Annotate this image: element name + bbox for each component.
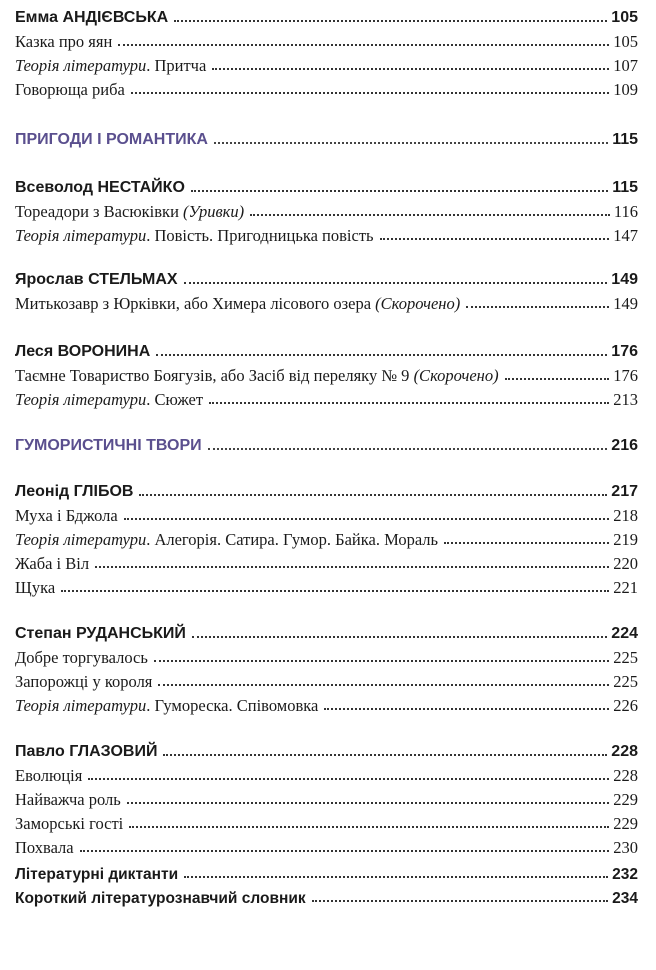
entry-text: Жаба і Віл	[15, 553, 90, 573]
dot-leader	[505, 377, 610, 380]
dot-leader	[88, 777, 609, 780]
entry-text: ПРИГОДИ І РОМАНТИКА	[15, 131, 208, 148]
toc-entry-title	[15, 891, 306, 907]
dot-leader	[174, 19, 607, 22]
toc-entry-title	[15, 344, 150, 360]
toc-work-row	[15, 760, 638, 784]
dot-leader	[158, 683, 609, 686]
dot-leader	[209, 401, 609, 404]
entry-note: (Скорочено)	[413, 365, 499, 385]
toc-section-row	[15, 124, 638, 148]
page-number: 234	[612, 889, 638, 907]
toc-entry-title	[15, 647, 148, 667]
toc-entry-title	[15, 695, 319, 715]
toc-entry-title	[15, 484, 133, 500]
toc-entry-title	[15, 55, 207, 75]
toc-entry-title	[15, 389, 204, 409]
toc-entry-title	[15, 272, 178, 288]
toc-author-row	[15, 2, 638, 26]
toc-entry-title	[15, 744, 157, 760]
toc-author-row	[15, 736, 638, 760]
dot-leader	[124, 517, 610, 520]
entry-text: Літературні диктанти	[15, 865, 179, 883]
theory-topics: . Сюжет	[146, 389, 204, 409]
entry-text: Тореадори з Васюківки	[15, 201, 179, 221]
dot-leader	[156, 353, 607, 356]
dot-leader	[192, 635, 607, 638]
toc-work-row	[15, 808, 638, 832]
dot-leader	[95, 565, 609, 568]
toc-work-row	[15, 572, 638, 596]
page-number: 228	[611, 743, 638, 760]
toc-work-row	[15, 196, 638, 220]
theory-label: Теорія літератури	[15, 529, 147, 549]
theory-topics: . Повість. Пригодницька повість	[146, 225, 374, 245]
page-number: 115	[612, 131, 638, 148]
dot-leader	[118, 43, 609, 46]
dot-leader	[61, 589, 609, 592]
dot-leader	[466, 305, 609, 308]
toc-work-row	[15, 74, 638, 98]
toc-entry-title	[15, 577, 56, 597]
toc-author-row	[15, 264, 638, 288]
dot-leader	[212, 67, 609, 70]
dot-leader	[208, 447, 608, 450]
dot-leader	[214, 141, 608, 144]
toc-section-row	[15, 430, 638, 454]
page-number: 232	[612, 865, 638, 883]
entry-text: Говорюща риба	[15, 79, 125, 99]
toc-theory-row	[15, 524, 638, 548]
dot-leader	[380, 237, 610, 240]
toc-entry-title	[15, 837, 74, 857]
theory-topics: . Алегорія. Сатира. Гумор. Байка. Мораль	[146, 529, 439, 549]
toc-entry-title	[15, 79, 125, 99]
page-number: 147	[613, 225, 638, 245]
page-number: 176	[613, 365, 638, 385]
toc-theory-row	[15, 690, 638, 714]
toc-work-row	[15, 288, 638, 312]
dot-leader	[191, 189, 608, 192]
dot-leader	[250, 213, 610, 216]
page-number: 221	[613, 577, 638, 597]
dot-leader	[131, 91, 609, 94]
toc-author-row	[15, 476, 638, 500]
page-number: 105	[611, 9, 638, 26]
page-number: 230	[613, 837, 638, 857]
page-number: 229	[613, 789, 638, 809]
dot-leader	[184, 875, 608, 878]
entry-note: (Уривки)	[183, 201, 245, 221]
page-number: 107	[613, 55, 638, 75]
dot-leader	[324, 707, 609, 710]
dot-leader	[184, 281, 608, 284]
toc-entry-title	[15, 365, 499, 385]
dot-leader	[80, 849, 610, 852]
toc-entry-title	[15, 529, 439, 549]
dot-leader	[129, 825, 609, 828]
toc-final-row	[15, 858, 638, 882]
page-number: 116	[613, 201, 638, 221]
page-number: 115	[612, 179, 638, 196]
page-number: 224	[611, 625, 638, 642]
entry-text: Павло ГЛАЗОВИЙ	[15, 743, 158, 760]
dot-leader	[444, 541, 609, 544]
toc-theory-row	[15, 384, 638, 408]
theory-label: Теорія літератури	[15, 225, 147, 245]
dot-leader	[163, 753, 607, 756]
toc-entry-title	[15, 180, 185, 196]
toc-entry-title	[15, 671, 153, 691]
page-number: 105	[613, 31, 638, 51]
theory-label: Теорія літератури	[15, 695, 147, 715]
toc-theory-row	[15, 50, 638, 74]
toc-work-row	[15, 642, 638, 666]
toc-final-row	[15, 882, 638, 906]
toc-entry-title	[15, 438, 202, 454]
dot-leader	[127, 801, 610, 804]
page-number: 149	[611, 271, 638, 288]
toc-author-row	[15, 336, 638, 360]
entry-text: Леся ВОРОНИНА	[15, 343, 151, 360]
entry-text: Запорожці у короля	[15, 671, 153, 691]
toc-work-row	[15, 784, 638, 808]
toc-entry-title	[15, 132, 208, 148]
entry-text: Емма АНДІЄВСЬКА	[15, 9, 169, 26]
entry-text: Добре торгувалось	[15, 647, 148, 667]
toc-work-row	[15, 500, 638, 524]
entry-text: Щука	[15, 577, 56, 597]
page-number: 225	[613, 671, 638, 691]
page-number: 109	[613, 79, 638, 99]
entry-text: Таємне Товариство Боягузів, або Засіб від переляку № 9	[15, 365, 410, 385]
entry-text: Похвала	[15, 837, 74, 857]
toc-work-row	[15, 666, 638, 690]
entry-text: Казка про яян	[15, 31, 113, 51]
dot-leader	[312, 899, 608, 902]
page-number: 225	[613, 647, 638, 667]
page-number: 226	[613, 695, 638, 715]
entry-note: (Скорочено)	[375, 293, 461, 313]
toc-entry-title	[15, 765, 83, 785]
toc-entry-title	[15, 553, 90, 573]
entry-text: Степан РУДАНСЬКИЙ	[15, 625, 186, 642]
toc-entry-title	[15, 867, 178, 883]
page-number: 218	[613, 505, 638, 525]
page-number: 229	[613, 813, 638, 833]
toc-entry-title	[15, 813, 124, 833]
toc-entry-title	[15, 31, 113, 51]
entry-text: Заморські гості	[15, 813, 124, 833]
toc-work-row	[15, 360, 638, 384]
entry-text: ГУМОРИСТИЧНІ ТВОРИ	[15, 437, 202, 454]
page-number: 213	[613, 389, 638, 409]
entry-text: Еволюція	[15, 765, 83, 785]
theory-label: Теорія літератури	[15, 389, 147, 409]
page-number: 228	[613, 765, 638, 785]
toc-entry-title	[15, 293, 461, 313]
dot-leader	[139, 493, 607, 496]
entry-text: Митькозавр з Юрківки, або Химера лісового озера	[15, 293, 372, 313]
page-number: 220	[613, 553, 638, 573]
dot-leader	[154, 659, 609, 662]
entry-text: Ярослав СТЕЛЬМАХ	[15, 271, 178, 288]
page-number: 176	[611, 343, 638, 360]
theory-topics: . Гумореска. Співомовка	[146, 695, 319, 715]
toc-entry-title	[15, 789, 121, 809]
page-number: 219	[613, 529, 638, 549]
toc-work-row	[15, 832, 638, 856]
page-number: 217	[611, 483, 638, 500]
toc-entry-title	[15, 201, 245, 221]
toc-work-row	[15, 548, 638, 572]
toc-entry-title	[15, 10, 168, 26]
theory-label: Теорія літератури	[15, 55, 147, 75]
toc-entry-title	[15, 626, 186, 642]
entry-text: Муха і Бджола	[15, 505, 118, 525]
entry-text: Найважча роль	[15, 789, 121, 809]
toc-entry-title	[15, 505, 118, 525]
toc-author-row	[15, 172, 638, 196]
entry-text: Всеволод НЕСТАЙКО	[15, 179, 185, 196]
entry-text: Леонід ГЛІБОВ	[15, 483, 134, 500]
theory-topics: . Притча	[146, 55, 207, 75]
page-number: 149	[613, 293, 638, 313]
page-number: 216	[611, 437, 638, 454]
toc-author-row	[15, 618, 638, 642]
entry-text: Короткий літературознавчий словник	[15, 889, 306, 907]
toc-theory-row	[15, 220, 638, 244]
toc-entry-title	[15, 225, 374, 245]
toc-work-row	[15, 26, 638, 50]
